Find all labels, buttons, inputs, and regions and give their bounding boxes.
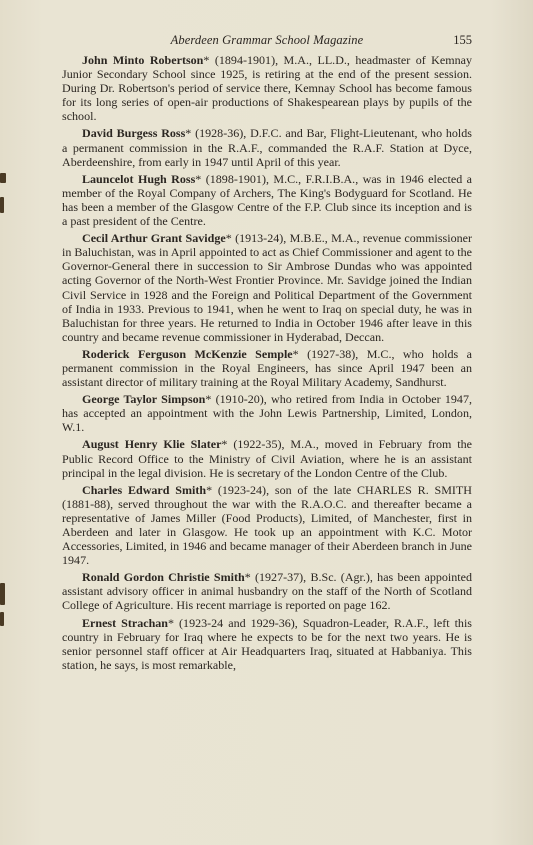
margin-mark <box>0 173 6 183</box>
entry-name: David Burgess Ross <box>82 126 186 141</box>
entry-text: * (1910-20), who retired from India in October 1947, has accepted an appointment with the John Lewis Partnership, Limited, London, W.1. <box>62 392 472 435</box>
journal-title: Aberdeen Grammar School Magazine <box>170 33 364 47</box>
margin-mark <box>0 583 5 605</box>
entry-text: * (1923-24 and 1929-36), Squadron-Leader, R.A.F., left this country in February for Iraq where he expects to be for the next two years. He is senior personnel staff officer at Air Headquarters Iraq, situated at Habbaniya. This station, he says, is most remarkable, <box>62 615 472 672</box>
entry-text: * (1894-1901), M.A., LL.D., headmaster of Kemnay Junior Secondary School since 1925, is retiring at the end of the present session. During Dr. Robertson's period of service there, Kemnay School has become famous for its long series of open-air productions of Shakespearean plays by pupils of the school. <box>62 53 472 124</box>
news-entry <box>62 347 472 389</box>
news-entry <box>62 616 472 672</box>
margin-mark <box>0 197 4 213</box>
entry-text: * (1928-36), D.F.C. and Bar, Flight-Lieutenant, who holds a permanent commission in the R.A.F., commanded the R.A.F. Station at Dyce, Aberdeenshire, from early in 1947 until April of this year. <box>62 126 472 169</box>
news-entry <box>62 570 472 612</box>
news-entry <box>62 437 472 479</box>
entry-name: Cecil Arthur Grant Savidge <box>82 231 226 246</box>
entry-name: George Taylor Simpson <box>82 392 206 407</box>
page-number: 155 <box>453 33 472 47</box>
entry-text: * (1898-1901), M.C., F.R.I.B.A., was in 1946 elected a member of the Royal Company of Archers, The King's Bodyguard for Scotland. He has been a member of the Glasgow Centre of the F.P. Club since its inception and is a past president of the Centre. <box>62 171 473 229</box>
news-entry <box>62 172 472 228</box>
entry-text: * (1927-37), B.Sc. (Agr.), has been appointed assistant advisory officer in animal husbandry on the staff of the North of Scotland College of Agriculture. His recent marriage is reported on page 162. <box>62 570 472 613</box>
entry-name: John Minto Robertson <box>82 53 204 67</box>
entry-name: August Henry Klie Slater <box>82 437 222 452</box>
margin-mark <box>0 612 4 626</box>
entry-name: Ronald Gordon Christie Smith <box>82 570 245 585</box>
running-head <box>62 33 472 49</box>
entry-name: Charles Edward Smith <box>82 482 207 497</box>
news-entry <box>62 483 472 568</box>
news-entry <box>62 392 472 434</box>
news-entry <box>62 126 472 168</box>
entry-text: * (1913-24), M.B.E., M.A., revenue commissioner in Baluchistan, was in April appointed to act as Chief Commissioner and agent to the Governor-General there in succession to Sir Ambrose Dundas who was appointed acting Governor of the North-West Frontier Province. Mr. Savidge joined the Indian Civil Service in 1928 and the Foreign and Political Department of the Government of India in 1933. Previous to 1941, when he went to Iraq on special duty, he was in Baluchistan for three years. He returned to India in October 1946 after leave in this country and became revenue commissioner in Hyderabad, Deccan. <box>62 231 472 344</box>
entry-text: * (1927-38), M.C., who holds a permanent commission in the Royal Engineers, has since April 1947 been an assistant director of military training at the Royal Military Academy, Sandhurst. <box>62 346 472 390</box>
news-entries <box>62 53 472 672</box>
entry-text: * (1922-35), M.A., moved in February from the Public Record Office to the Ministry of Civil Aviation, where he is an assistant principal in the legal division. He is secretary of the London Centre of the Club. <box>62 437 472 480</box>
entry-name: Roderick Ferguson McKenzie Semple <box>82 346 293 361</box>
entry-name: Ernest Strachan <box>82 615 168 630</box>
news-entry <box>62 53 472 123</box>
entry-name: Launcelot Hugh Ross <box>82 171 196 186</box>
news-entry <box>62 231 472 344</box>
entry-text: * (1923-24), son of the late CHARLES R. SMITH (1881-88), served throughout the war with the R.A.O.C. and thereafter became a representative of James Miller (Food Products), Limited, of Manchester, first in Aberdeen and later in Glasgow. He took up an appointment with K.C. Motor Accessories, Limited, in 1946 and became manager of their Aberdeen branch in June 1947. <box>62 482 472 568</box>
